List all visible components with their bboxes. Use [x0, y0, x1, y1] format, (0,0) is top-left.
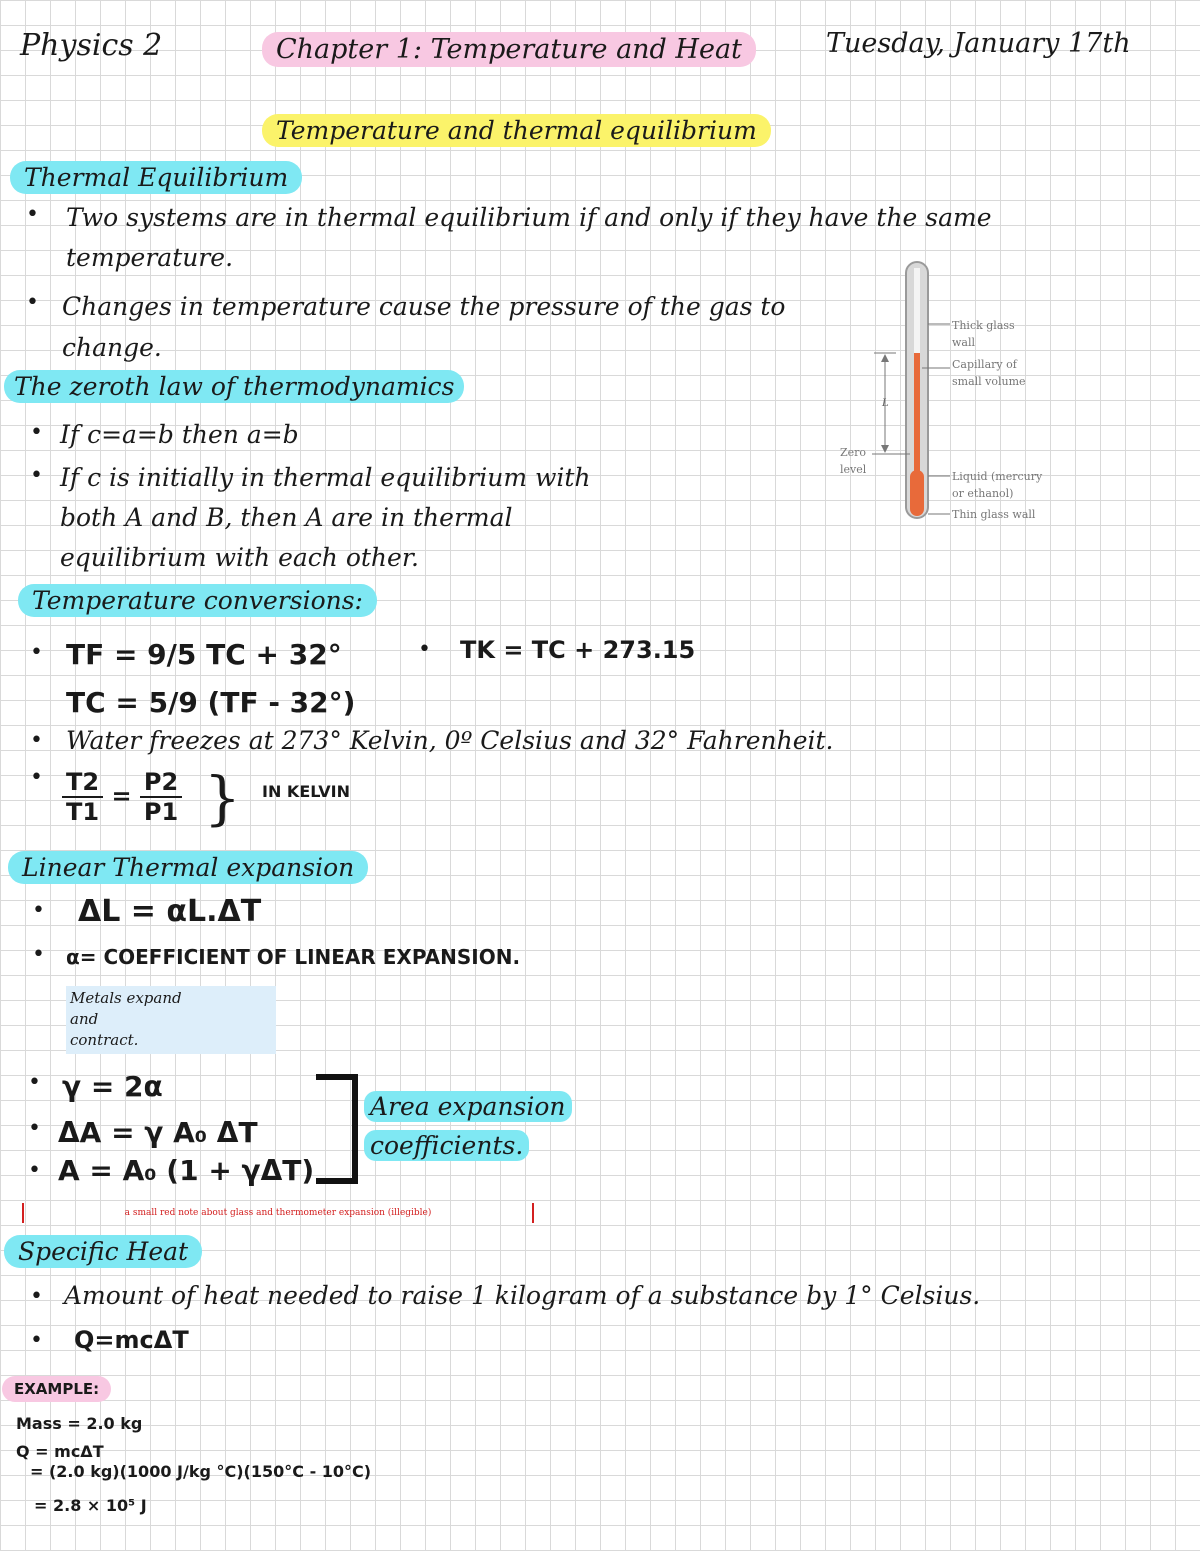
ratio-eq: =	[111, 782, 132, 810]
heading-specific-heat: Specific Heat	[4, 1235, 202, 1268]
label-ethanol: or ethanol)	[952, 487, 1014, 500]
bullet: •	[30, 728, 43, 753]
label-L: L	[882, 398, 889, 409]
text-specific-heat-def: Amount of heat needed to raise 1 kilogram of a substance by 1° Celsius.	[64, 1281, 981, 1310]
bracket-icon	[316, 1074, 358, 1184]
label-thick-glass: Thick glass	[952, 319, 1015, 332]
bullet: •	[28, 1070, 41, 1095]
text-line: equilibrium with each other.	[60, 543, 419, 572]
formula-gamma: γ = 2α	[62, 1070, 163, 1103]
text-line: both A and B, then A are in thermal	[60, 503, 513, 532]
note-line: Metals expand	[70, 989, 182, 1007]
text-line: change.	[62, 333, 162, 362]
formula-tf: TF = 9/5 TC + 32°	[66, 638, 342, 671]
course-title: Physics 2	[20, 28, 163, 63]
label-capillary: Capillary of	[952, 358, 1017, 371]
formula-tk: TK = TC + 273.15	[460, 636, 696, 664]
ratio-num2: P2	[140, 768, 182, 798]
thermometer-bulb	[910, 470, 924, 516]
bullet: •	[30, 420, 43, 445]
bullet: •	[28, 1116, 41, 1141]
red-annotation: a small red note about glass and thermometer expansion (illegible)	[22, 1203, 534, 1223]
text-line: Two systems are in thermal equilibrium if and only if they have the same	[66, 203, 992, 232]
bullet: •	[26, 290, 39, 315]
area-label-line1: Area expansion	[364, 1091, 572, 1122]
note-line: contract.	[70, 1031, 139, 1049]
formula-q: Q=mcΔT	[74, 1326, 189, 1354]
heading-temperature-conversions: Temperature conversions:	[18, 584, 377, 617]
text-line: Changes in temperature cause the pressure of the gas to	[62, 292, 786, 321]
label-level: level	[840, 463, 867, 476]
text-line: temperature.	[66, 243, 234, 272]
area-label-line2: coefficients.	[364, 1130, 529, 1161]
text-alpha-definition: α= COEFFICIENT OF LINEAR EXPANSION.	[66, 945, 521, 969]
heading-thermal-equilibrium: Thermal Equilibrium	[10, 161, 302, 194]
bullet: •	[32, 942, 45, 967]
label-liquid: Liquid (mercury	[952, 470, 1043, 483]
text-water-freezes: Water freezes at 273° Kelvin, 0º Celsius and 32° Fahrenheit.	[66, 726, 834, 755]
note-line: and	[70, 1010, 99, 1028]
bullet: •	[28, 1158, 41, 1183]
formula-area: A = A₀ (1 + γΔT)	[58, 1154, 315, 1187]
sticky-note	[66, 986, 276, 1054]
ratio-den2: P1	[143, 798, 179, 826]
example-line: Mass = 2.0 kg	[16, 1414, 143, 1433]
label-wall: wall	[952, 336, 976, 349]
curly-brace-icon: }	[204, 764, 241, 832]
ratio-num1: T2	[62, 768, 103, 798]
formula-tc: TC = 5/9 (TF - 32°)	[66, 686, 356, 719]
text-line: If c is initially in thermal equilibrium with	[60, 463, 591, 492]
bullet: •	[30, 1284, 43, 1309]
section-title: Temperature and thermal equilibrium	[262, 114, 771, 147]
example-line: = 2.8 × 10⁵ J	[34, 1496, 147, 1515]
formula-linear: ΔL = αL.ΔT	[78, 894, 262, 929]
ratio-den1: T1	[66, 798, 100, 826]
bullet: •	[418, 637, 431, 662]
chapter-title: Chapter 1: Temperature and Heat	[262, 32, 756, 67]
example-line: = (2.0 kg)(1000 J/kg °C)(150°C - 10°C)	[30, 1462, 372, 1481]
thermometer-diagram	[836, 258, 1066, 523]
date-label: Tuesday, January 17th	[826, 28, 1131, 59]
bullet: •	[30, 640, 43, 665]
label-small-volume: small volume	[952, 375, 1026, 388]
heading-linear-expansion: Linear Thermal expansion	[8, 851, 368, 884]
label-in-kelvin: IN KELVIN	[262, 782, 350, 801]
bullet: •	[32, 898, 45, 923]
example-line: Q = mcΔT	[16, 1442, 104, 1461]
formula-ratio	[62, 768, 182, 826]
bullet: •	[26, 202, 39, 227]
label-zero: Zero	[840, 446, 867, 459]
bullet: •	[30, 765, 43, 790]
label-thin-glass: Thin glass wall	[952, 508, 1036, 521]
bullet: •	[30, 463, 43, 488]
heading-zeroth-law: The zeroth law of thermodynamics	[4, 370, 464, 403]
bullet: •	[30, 1328, 43, 1353]
formula-area-change: ΔA = γ A₀ ΔT	[58, 1116, 258, 1149]
text-line: If c=a=b then a=b	[60, 420, 299, 449]
example-label: EXAMPLE:	[2, 1376, 111, 1402]
